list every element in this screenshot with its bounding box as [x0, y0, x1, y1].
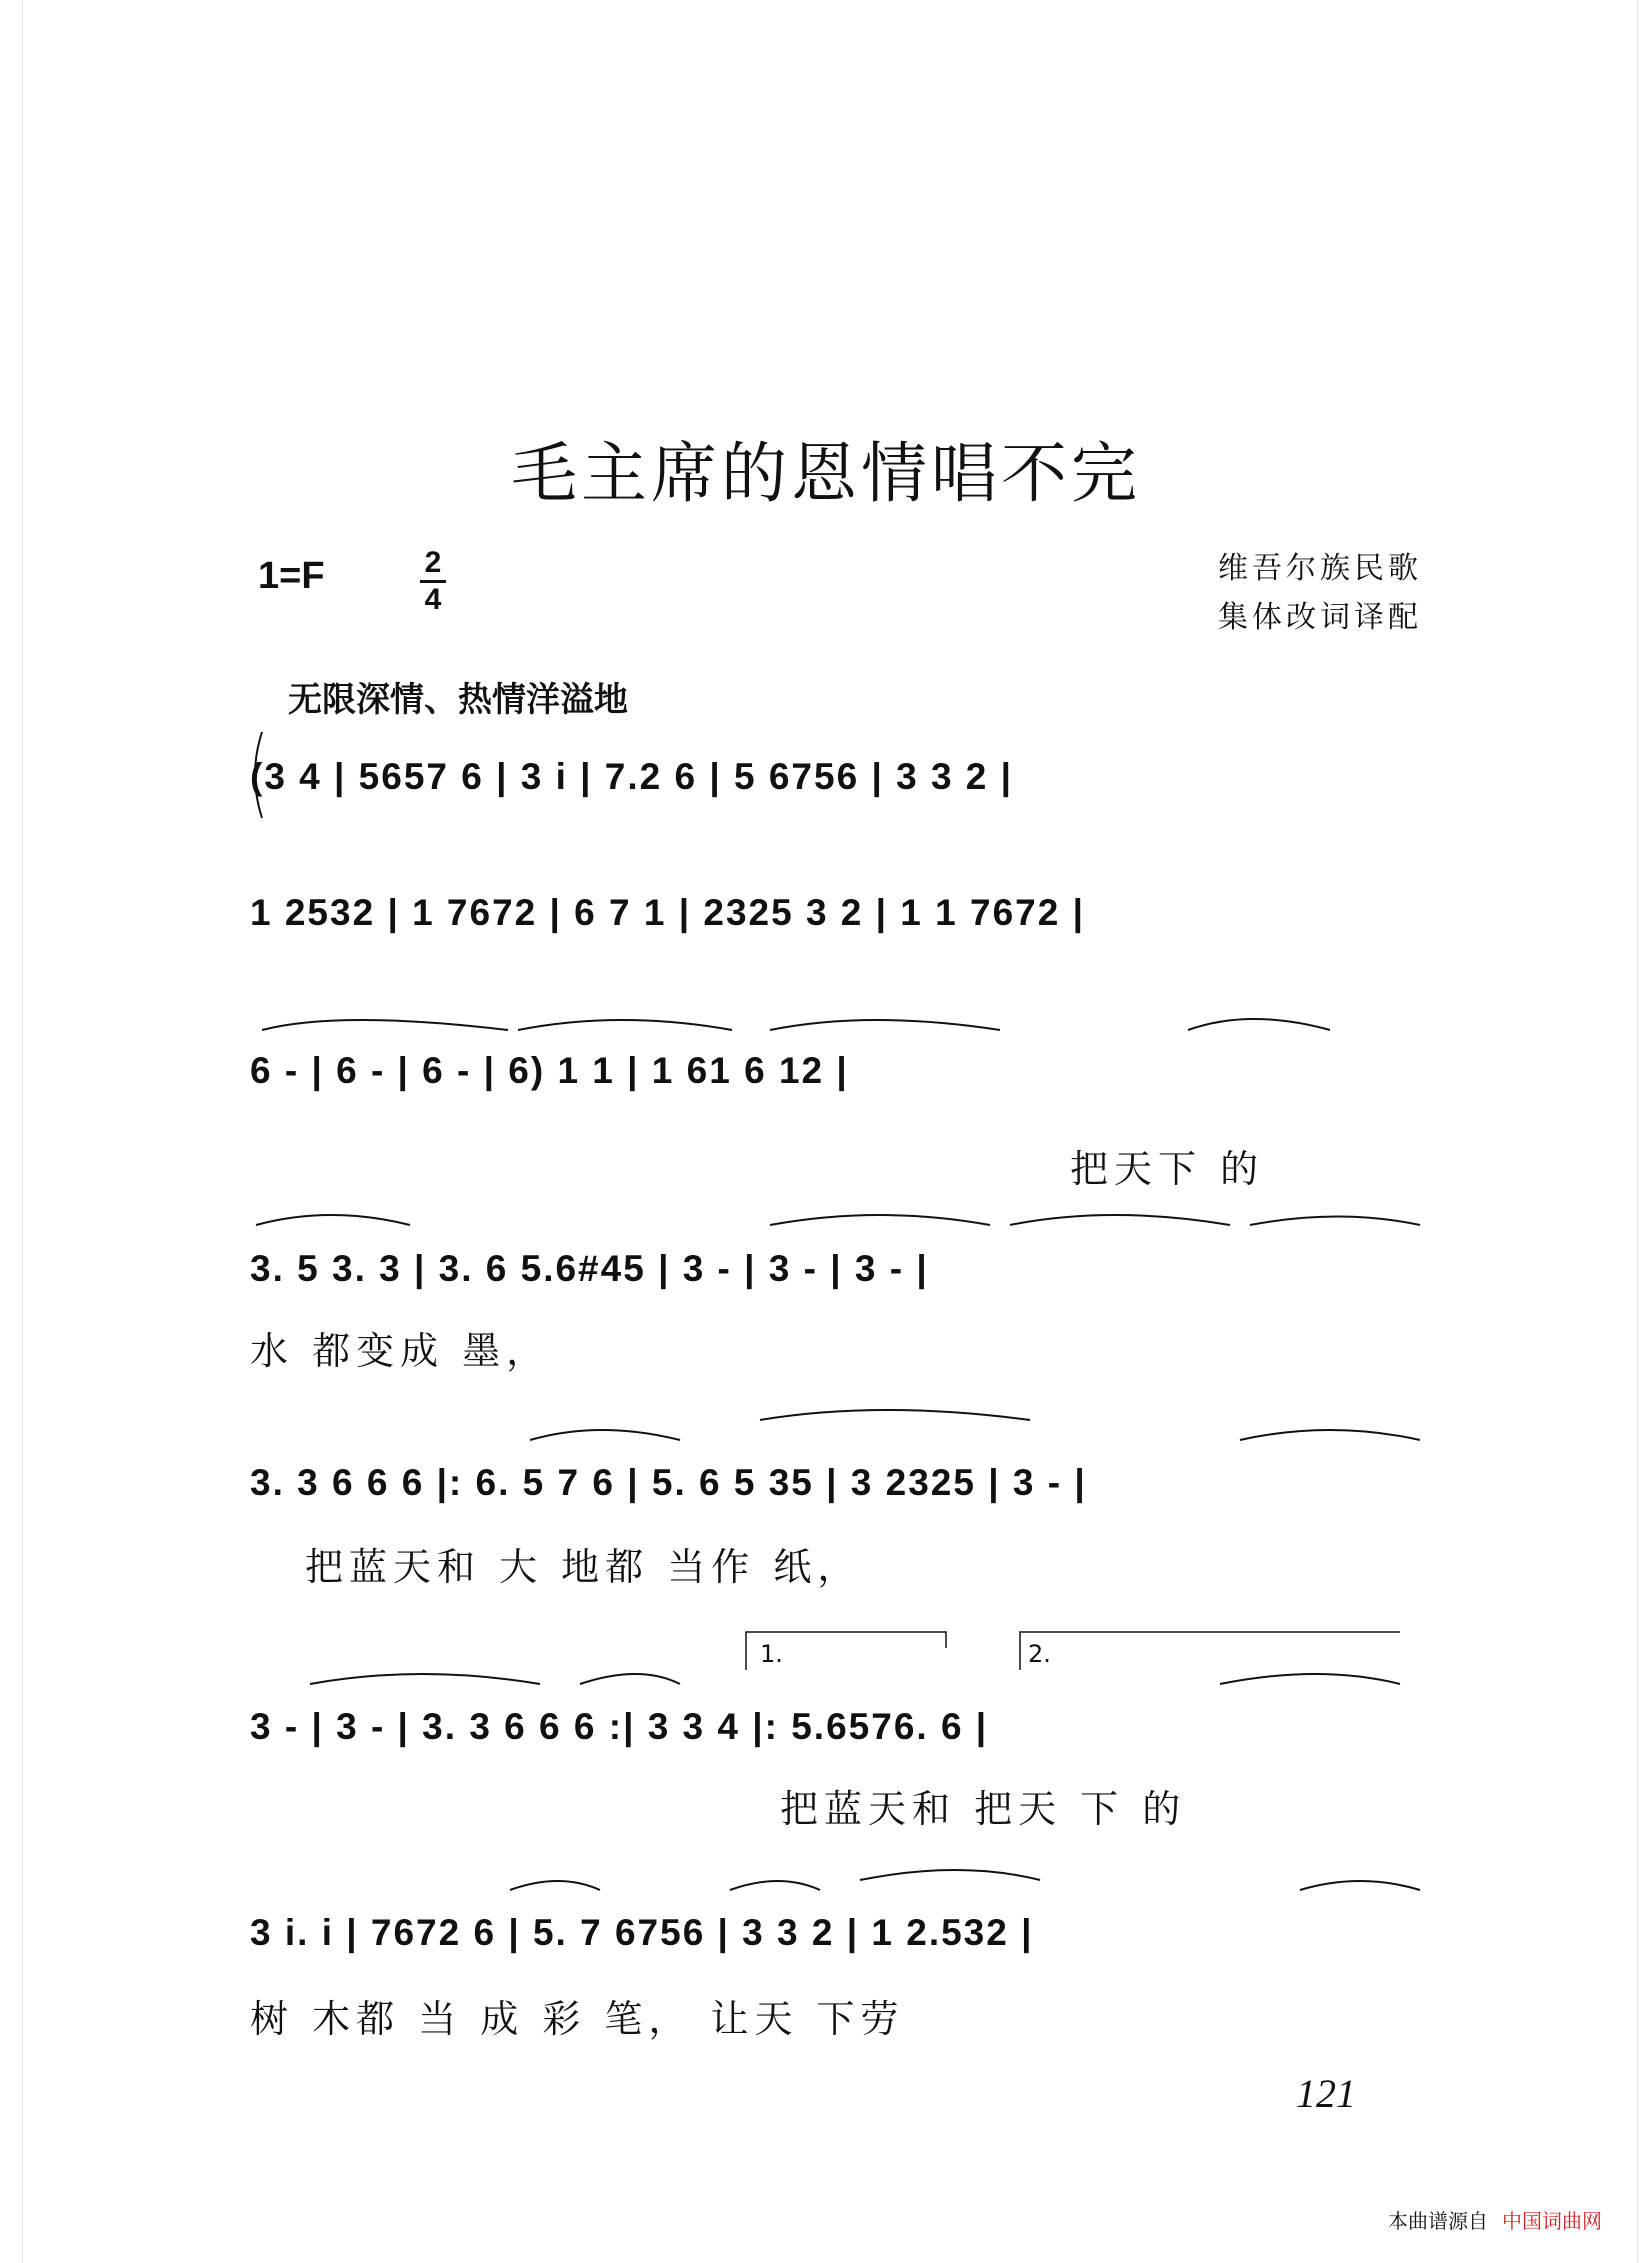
lyrics-line-7: 树 木都 当 成 彩 笔， 让天 下劳: [250, 1997, 905, 2041]
lyrics-line-4: 水 都变成 墨，: [250, 1329, 551, 1373]
score-line-6: 3 - | 3 - | 3. 3 6 6 6 :| 3 3 4 |: 5.6576. 6 |: [250, 1706, 989, 1747]
volta-2-bracket: [1020, 1632, 1400, 1670]
lyrics-line-6: 把蓝天和 把天 下 的: [780, 1787, 1187, 1831]
slur: [770, 1020, 1000, 1030]
slur: [1220, 1674, 1400, 1684]
footer-source-text: 本曲谱源自: [1388, 2209, 1488, 2233]
slur: [770, 1215, 990, 1225]
song-title: 毛主席的恩情唱不完: [511, 435, 1141, 512]
slur: [580, 1674, 680, 1684]
slur: [310, 1674, 540, 1684]
slur: [1240, 1430, 1420, 1440]
page-number: 121: [1296, 2071, 1356, 2116]
lyrics-line-3: 把天下 的: [1070, 1147, 1265, 1191]
source-credit: 维吾尔族民歌: [1218, 551, 1422, 586]
slur: [1250, 1217, 1420, 1226]
tempo-marking: 无限深情、热情洋溢地: [288, 680, 628, 720]
slur: [256, 1215, 410, 1225]
volta-1-label: 1.: [760, 1640, 783, 1668]
slur: [1300, 1881, 1420, 1890]
footer-attribution: [1388, 2205, 1602, 2234]
slur: [530, 1430, 680, 1440]
score-line-7: 3 i. i | 7672 6 | 5. 7 6756 | 3 3 2 | 1 2.532 |: [250, 1912, 1034, 1953]
slur: [518, 1020, 732, 1030]
lyrics-line-5: 把蓝天和 大 地都 当作 纸，: [305, 1545, 862, 1589]
time-signature-top: 2: [424, 546, 442, 579]
score-line-1: (3 4 | 5657 6 | 3 i | 7.2 6 | 5 6756 | 3 3 2 |: [250, 756, 1014, 797]
score-line-2: 1 2532 | 1 7672 | 6 7 1 | 2325 3 2 | 1 1 7672 |: [250, 892, 1085, 933]
score-line-4: 3. 5 3. 3 | 3. 6 5.6#45 | 3 - | 3 - | 3 - |: [250, 1248, 929, 1289]
opening-bracket: [255, 732, 262, 818]
slur: [262, 1020, 508, 1030]
volta-2-label: 2.: [1028, 1640, 1051, 1668]
footer-brand-link[interactable]: 中国词曲网: [1502, 2209, 1602, 2233]
slur: [730, 1881, 820, 1890]
key-signature: 1=F: [258, 555, 325, 597]
volta-1-bracket: [746, 1632, 946, 1670]
slur: [760, 1410, 1030, 1420]
time-signature-bottom: 4: [424, 583, 442, 616]
slur: [1010, 1215, 1230, 1225]
score-line-5: 3. 3 6 6 6 |: 6. 5 7 6 | 5. 6 5 35 | 3 2325 | 3 - |: [250, 1462, 1087, 1503]
arrangement-credit: 集体改词译配: [1218, 600, 1422, 635]
slur: [510, 1881, 600, 1890]
slur: [860, 1870, 1040, 1880]
slur: [1188, 1019, 1330, 1030]
score-line-3: 6 - | 6 - | 6 - | 6) 1 1 | 1 61 6 12 |: [250, 1050, 849, 1091]
